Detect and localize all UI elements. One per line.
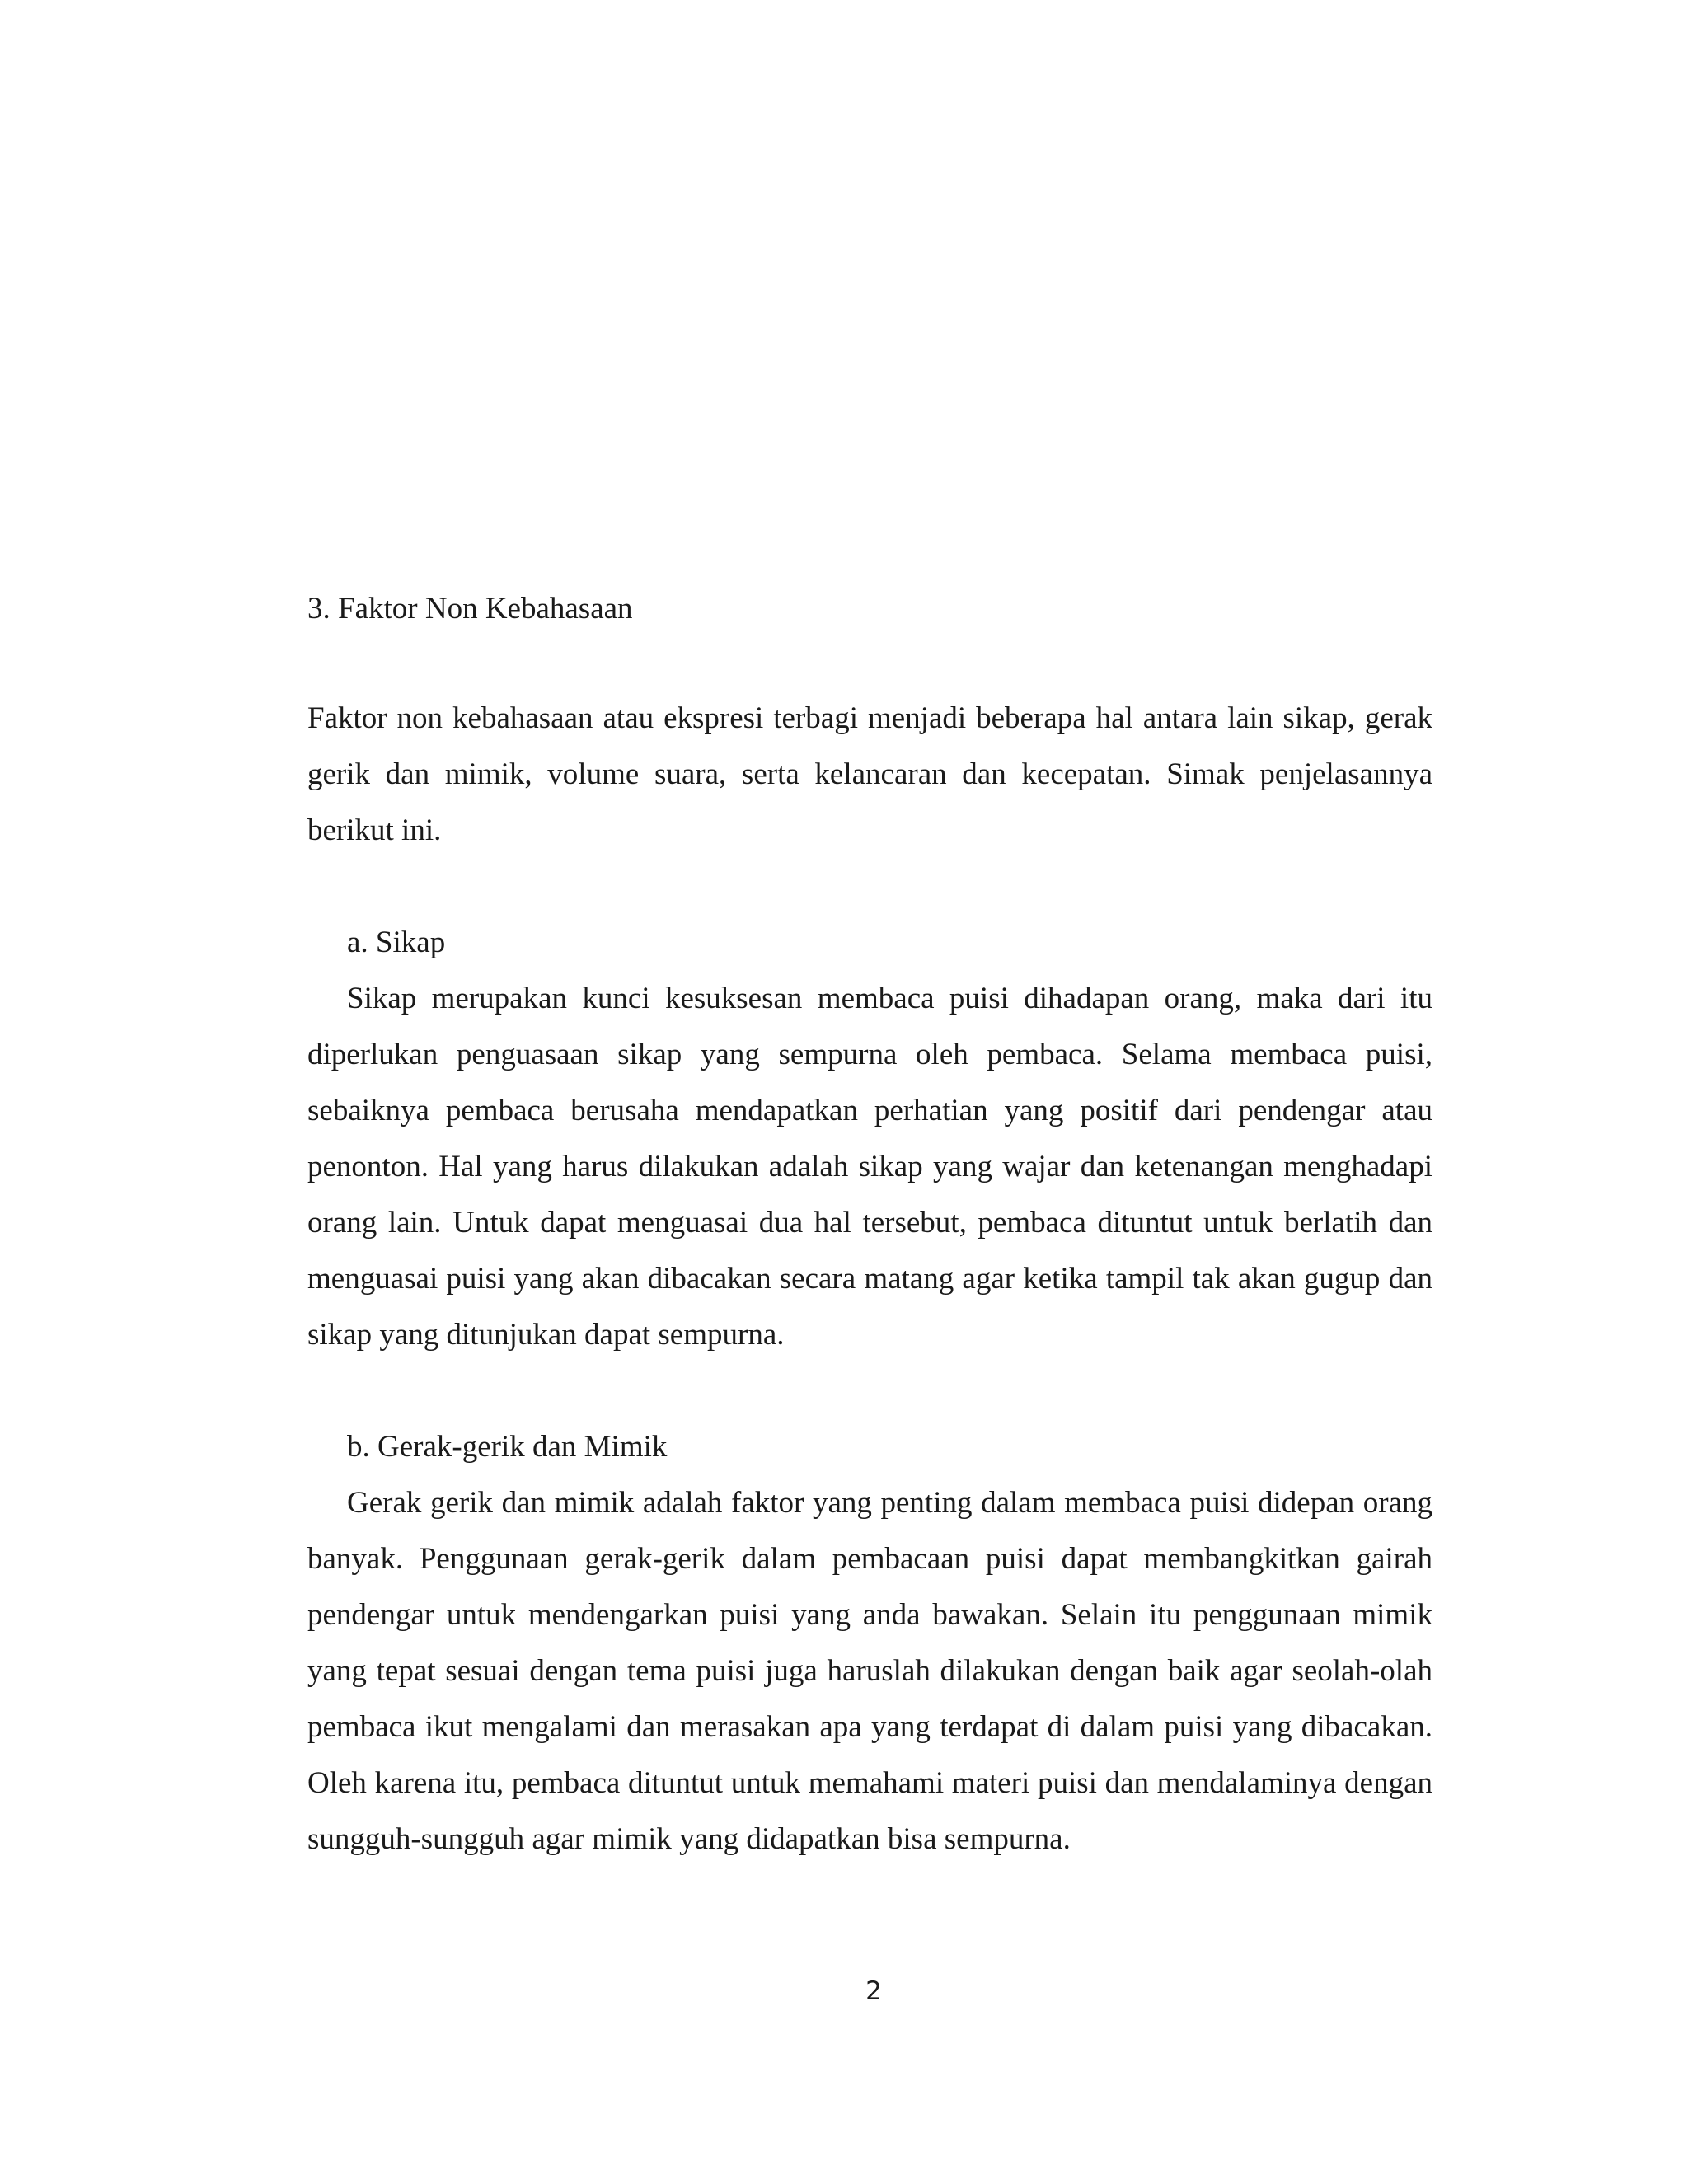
spacer xyxy=(307,1363,1432,1419)
page-content xyxy=(307,581,1432,1868)
subsection-body-sikap: Sikap merupakan kunci kesuksesan membaca puisi dihadapan orang, maka dari itu diperlukan penguasaan sikap yang sempurna oleh pembaca. Selama membaca puisi, sebaiknya pembaca berusaha mendapatkan perhatian yang positif dari pendengar atau penonton. Hal yang harus dilakukan adalah sikap yang wajar dan ketenangan menghadapi orang lain. Untuk dapat menguasai dua hal tersebut, pembaca dituntut untuk berlatih dan menguasai puisi yang akan dibacakan secara matang agar ketika tampil tak akan gugup dan sikap yang ditunjukan dapat sempurna. xyxy=(307,982,1432,1352)
spacer xyxy=(307,859,1432,915)
subsection-body-gerak-gerik: Gerak gerik dan mimik adalah faktor yang penting dalam membaca puisi didepan orang banyak. Penggunaan gerak-gerik dalam pembacaan puisi dapat membangkitkan gairah pendengar untuk mendengarkan puisi yang anda bawakan. Selain itu penggunaan mimik yang tepat sesuai dengan tema puisi juga haruslah dilakukan dengan baik agar seolah-olah pembaca ikut mengalami dan merasakan apa yang terdapat di dalam puisi yang dibacakan. Oleh karena itu, pembaca dituntut untuk memahami materi puisi dan mendalaminya dengan sungguh-sungguh agar mimik yang didapatkan bisa sempurna. xyxy=(307,1486,1432,1856)
subsection-heading-gerak-gerik: b. Gerak-gerik dan Mimik xyxy=(347,1430,668,1464)
page-number: 2 xyxy=(865,1976,882,2006)
spacer xyxy=(307,637,1432,691)
intro-paragraph: Faktor non kebahasaan atau ekspresi terbagi menjadi beberapa hal antara lain sikap, gerak gerik dan mimik, volume suara, serta kelancaran dan kecepatan. Simak penjelasannya berikut ini. xyxy=(307,701,1432,847)
section-heading: 3. Faktor Non Kebahasaan xyxy=(307,592,633,626)
subsection-heading-sikap: a. Sikap xyxy=(347,926,446,959)
